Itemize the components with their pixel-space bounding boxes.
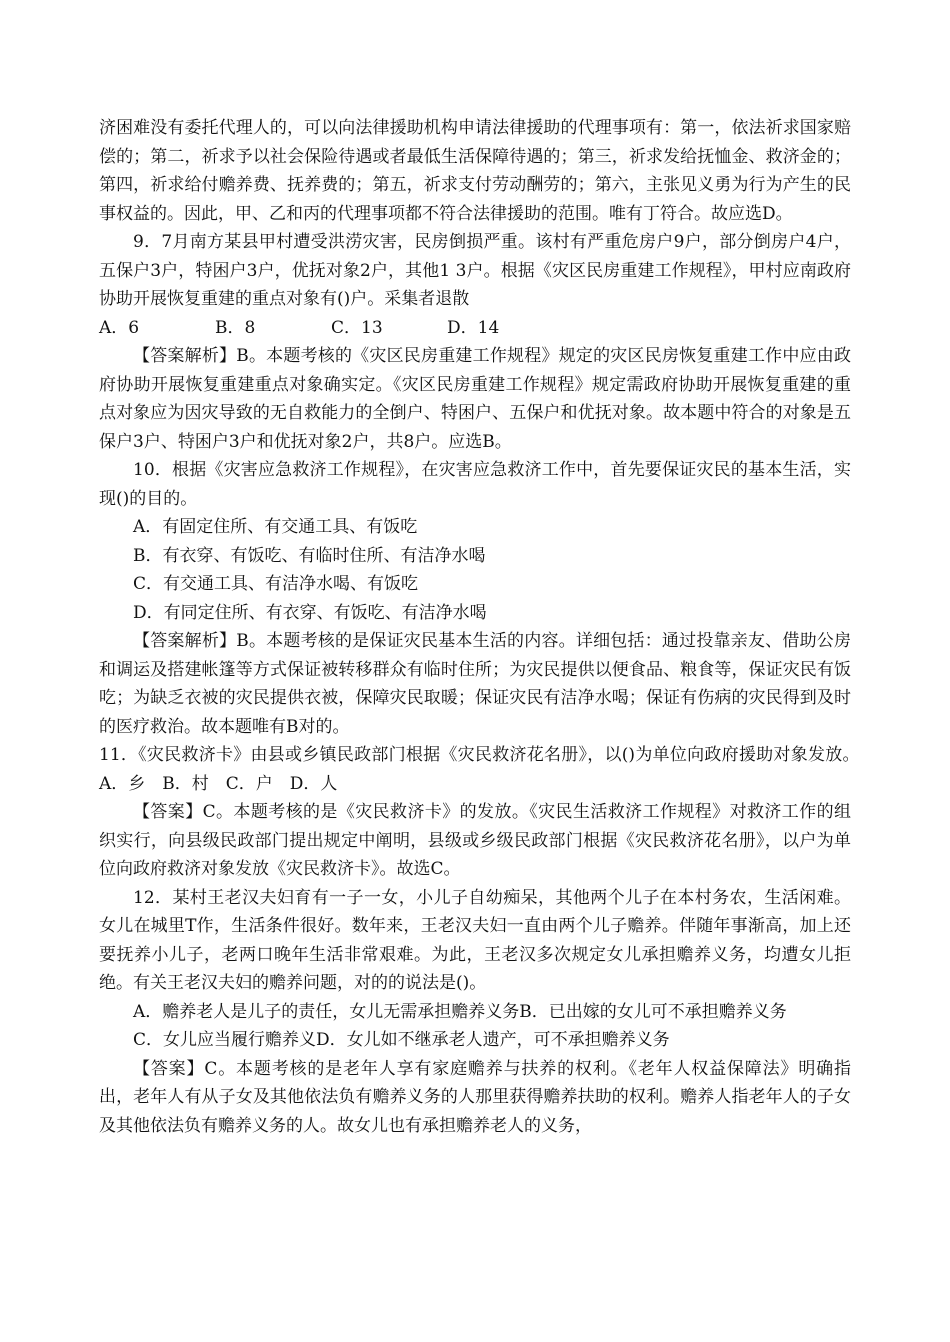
q9-option-c: C．13 — [331, 317, 383, 338]
answer-11: 【答案】C。本题考核的是《灾民救济卡》的发放。《灾民生活救济工作规程》对救济工作的组织实行，向县级民政部门提出规定中阐明，县级或乡级民政部门根据《灾民救济花名册》，以户为单位向政府救济对象发放《灾民救济卡》。故选C。 — [99, 802, 851, 879]
q9-option-b: B．8 — [215, 317, 256, 338]
q10-option-b: B．有衣穿、有饭吃、有临时住所、有洁净水喝 — [133, 545, 486, 566]
answer-9: 【答案解析】B。本题考核的《灾区民房重建工作规程》规定的灾区民房恢复重建工作中应由政府协助开展恢复重建重点对象确实定。《灾区民房重建工作规程》规定需政府协助开展恢复重建的重点对象应为因灾导致的无自救能力的全倒户、特困户、五保户和优抚对象。故本题中符合的对象是五保户3户、特困户3户和优抚对象2户，共8户。应选B。 — [99, 346, 851, 452]
intro-paragraph: 济困难没有委托代理人的，可以向法律援助机构申请法律援助的代理事项有：第一，依法祈求国家赔偿的；第二，祈求予以社会保险待遇或者最低生活保障待遇的；第三，祈求发给抚恤金、救济金的；第四，祈求给付赡养费、抚养费的；第五，祈求支付劳动酬劳的；第六，主张见义勇为行为产生的民事权益的。因此，甲、乙和丙的代理事项都不符合法律援助的范围。唯有丁符合。故应选D。 — [99, 118, 851, 224]
q12-options-cd: C．女儿应当履行赡养义D．女儿如不继承老人遗产，可不承担赡养义务 — [133, 1030, 670, 1050]
q10-option-a: A．有固定住所、有交通工具、有饭吃 — [133, 517, 418, 537]
q10-option-c: C．有交通工具、有洁净水喝、有饭吃 — [133, 574, 419, 594]
question-9: 9．7月南方某县甲村遭受洪涝灾害，民房倒损严重。该村有严重危房户9户，部分倒房户4户，五保户3户，特困户3户，优抚对象2户，其他1 3户。根据《灾区民房重建工作规程》，甲村应南政府协助开展恢复重建的重点对象有()户。采集者退散 — [99, 232, 851, 309]
answer-10: 【答案解析】B。本题考核的是保证灾民基本生活的内容。详细包括：通过投靠亲友、借助公房和调运及搭建帐篷等方式保证被转移群众有临时住所；为灾民提供以便食品、粮食等，保证灾民有饭吃；为缺乏衣被的灾民提供衣被，保障灾民取暖；保证灾民有洁净水喝；保证有伤病的灾民得到及时的医疗救治。故本题唯有B对的。 — [99, 631, 851, 737]
question-10: 10．根据《灾害应急救济工作规程》，在灾害应急救济工作中，首先要保证灾民的基本生活，实现()的目的。 — [99, 460, 851, 509]
q12-options-ab: A．赡养老人是儿子的责任，女儿无需承担赡养义务B．已出嫁的女儿可不承担赡养义务 — [133, 1001, 787, 1022]
question-9-options — [99, 314, 851, 343]
question-11: 11．《灾民救济卡》由县或乡镇民政部门根据《灾民救济花名册》，以()为单位向政府援助对象发放。 A．乡 B．村 C．户 D．人 — [99, 745, 868, 794]
q10-option-d: D．有同定住所、有衣穿、有饭吃、有洁净水喝 — [133, 602, 487, 623]
question-12: 12．某村王老汉夫妇育有一子一女，小儿子自幼痴呆，其他两个儿子在本村务农，生活闲难。女儿在城里T作，生活条件很好。数年来，王老汉夫妇一直由两个儿子赡养。伴随年事渐高，加上还要抚养小儿子，老两口晚年生活非常艰难。为此，王老汉多次规定女儿承担赡养义务，均遭女儿拒绝。有关王老汉夫妇的赡养问题，对的的说法是()。 — [99, 887, 851, 993]
q9-option-d: D．14 — [447, 317, 500, 338]
q9-option-a: A．6 — [99, 317, 140, 338]
answer-12: 【答案】C。本题考核的是老年人享有家庭赡养与扶养的权利。《老年人权益保障法》明确指出，老年人有从子女及其他依法负有赡养义务的人那里获得赡养扶助的权利。赡养人指老年人的子女及其他依法负有赡养义务的人。故女儿也有承担赡养老人的义务， — [99, 1058, 851, 1136]
document-body — [99, 114, 868, 1140]
